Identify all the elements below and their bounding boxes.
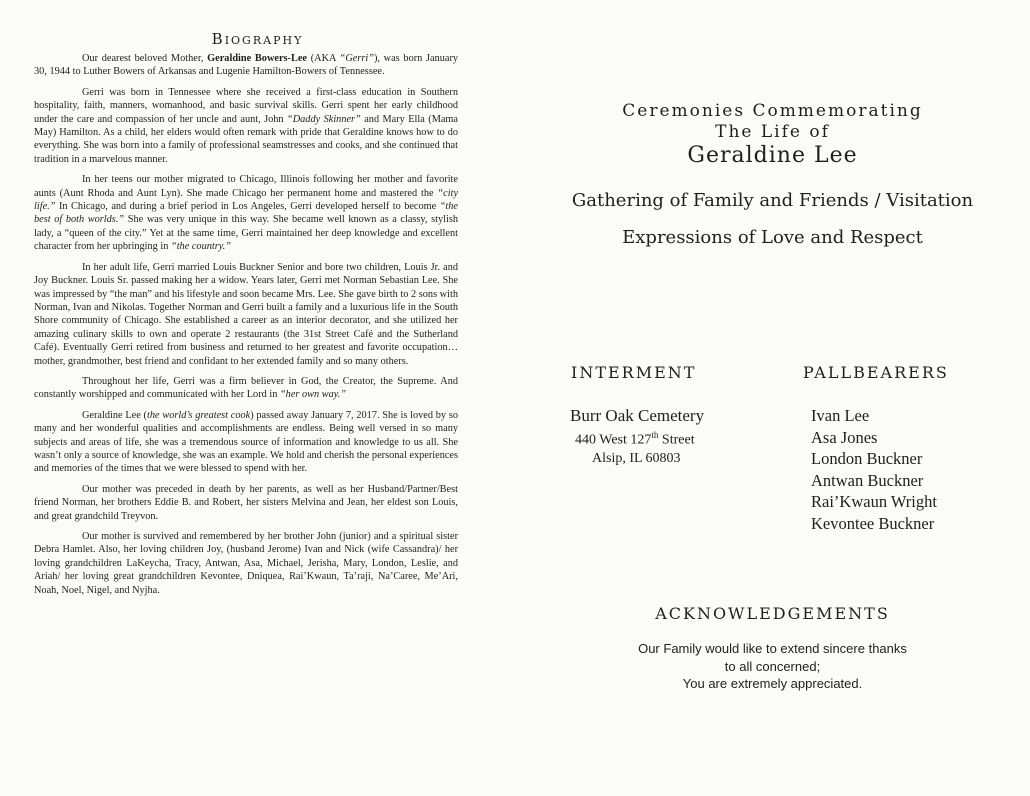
bio-paragraph-8: Our mother is survived and remembered by her brother John (junior) and a spiritual sister Debra Hamlet. Also, her loving children Joy, (husband Jerome) Ivan and Nick (wife Cassandra)/ her loving grandchildren LaKeycha, Tracy, Antwan, Asa, Michael, Jerisha, Mary, London, Leslie, and Ariah/ her loving great grandchildren Kevontee, Dniquea, Rai’Kwaun, Ta’raji, Na’Caree, Me’Ari, Noah, Noel, Nigel, and Nyjha.	[34, 531, 458, 596]
pallbearer-name: London Buckner	[811, 449, 923, 468]
bio-paragraph-5: Throughout her life, Gerri was a firm believer in God, the Creator, the Supreme. And constantly worshipped and communicated with her Lord in “her own way.”	[34, 375, 458, 401]
ack-line-3: You are extremely appreciated.	[682, 676, 863, 691]
bio-paragraph-7: Our mother was preceded in death by her parents, as well as her Husband/Partner/Best friend Norman, her brothers Eddie B. and Robert, her sisters Melvina and Jean, her eldest son Louis, and great grandchild Treyvon.	[34, 483, 458, 522]
deceased-name: Geraldine Lee	[687, 143, 858, 168]
interment-heading: INTERMENT	[571, 363, 697, 382]
pallbearer-name: Asa Jones	[811, 427, 878, 447]
gathering-line: Gathering of Family and Friends / Visitation	[571, 190, 974, 211]
program-page	[515, 0, 1030, 796]
biography-title: Biography	[211, 30, 304, 48]
pallbearers-heading: PALLBEARERS	[803, 363, 949, 382]
pallbearer-name: Rai’Kwaun Wright	[811, 492, 937, 511]
acknowledgements-text	[515, 640, 1030, 693]
bio-paragraph-2: Gerri was born in Tennessee where she received a first-class education in Southern hospitality, faith, manners, womanhood, and basic survival skills. Gerri spent her early childhood under the care and compassion of her uncle and aunt, John “Daddy Skinner” and Mary Ella (Mama May) Hamilton. As a child, her elders would often remark with pride that Geraldine knows how to do everything. She was born into a family of professional seamstresses and cooks, and she continued that tradition in a marvelous manner.	[34, 86, 459, 165]
pallbearer-name: Antwan Buckner	[811, 470, 924, 490]
expressions-line: Expressions of Love and Respect	[622, 227, 923, 248]
ack-line-2: to all concerned;	[724, 658, 821, 674]
pallbearers-list	[811, 405, 937, 534]
bio-paragraph-1: Our dearest beloved Mother, Geraldine Bowers-Lee (AKA “Gerri”), was born January 30, 1944 to Luther Bowers of Arkansas and Lugenie Hamilton-Bowers of Tennessee.	[34, 53, 459, 78]
cemetery-city: Alsip, IL 60803	[592, 450, 681, 466]
ceremony-heading-line-2: The Life of	[715, 122, 830, 142]
bio-paragraph-4: In her adult life, Gerri married Louis Buckner Senior and bore two children, Louis Jr. and Joy Buckner. Louis Sr. passed making her a widow. Years later, Gerri met Norman Sebastian Lee. She was impressed by “the man” and his lifestyle and soon became Mrs. Lee. She gave birth to 2 sons with Norman, Ivan and Nikolas. Together Norman and Gerri built a family and a luxurious life in the South Shore community of Chicago. She established a career as an interior decorator, and she utilized her amazing culinary skills to own and operate 2 restaurants (the 31st Street Café and the Sutherland Café). Eventually Gerri retired from business and returned to her greatest and favorite occupation… mother, grandmother, best friend and confidant to her extended family and so many others.	[34, 261, 458, 367]
biography-text	[34, 52, 458, 604]
ack-line-1: Our Family would like to extend sincere thanks	[638, 641, 907, 656]
interment-details	[570, 405, 760, 468]
cemetery-street: 440 West 127th Street	[575, 430, 695, 448]
acknowledgements-heading: ACKNOWLEDGEMENTS	[655, 604, 890, 623]
pallbearer-name: Kevontee Buckner	[811, 513, 935, 533]
cemetery-name: Burr Oak Cemetery	[570, 406, 705, 425]
bio-paragraph-6: Geraldine Lee (the world’s greatest cook) passed away January 7, 2017. She is loved by so many and her wonderful qualities and accomplishments are endless. Being well versed in so many subjects and areas of life, she was a tremendous source of information and knowledge to us all. She wasn’t only a source of knowledge, she was an example. We hold and cherish the personal experiences and memories of the times that we were blessed to spend with her.	[34, 409, 458, 475]
ceremony-heading-line-1: Ceremonies Commemorating	[622, 101, 923, 121]
bio-paragraph-3: In her teens our mother migrated to Chicago, Illinois following her mother and favorite aunts (Aunt Rhoda and Aunt Lyn). She made Chicago her permanent home and mastered the “city life.” In Chicago, and during a brief period in Los Angeles, Gerri developed herself to become “the best of both worlds.” She was very unique in this way. She became well known as a classy, stylish lady, a “queen of the city.” Yet at the same time, Gerri maintained her deep knowledge and excellent character from her upbringing in “the country.”	[34, 174, 459, 253]
pallbearer-name: Ivan Lee	[811, 406, 870, 425]
